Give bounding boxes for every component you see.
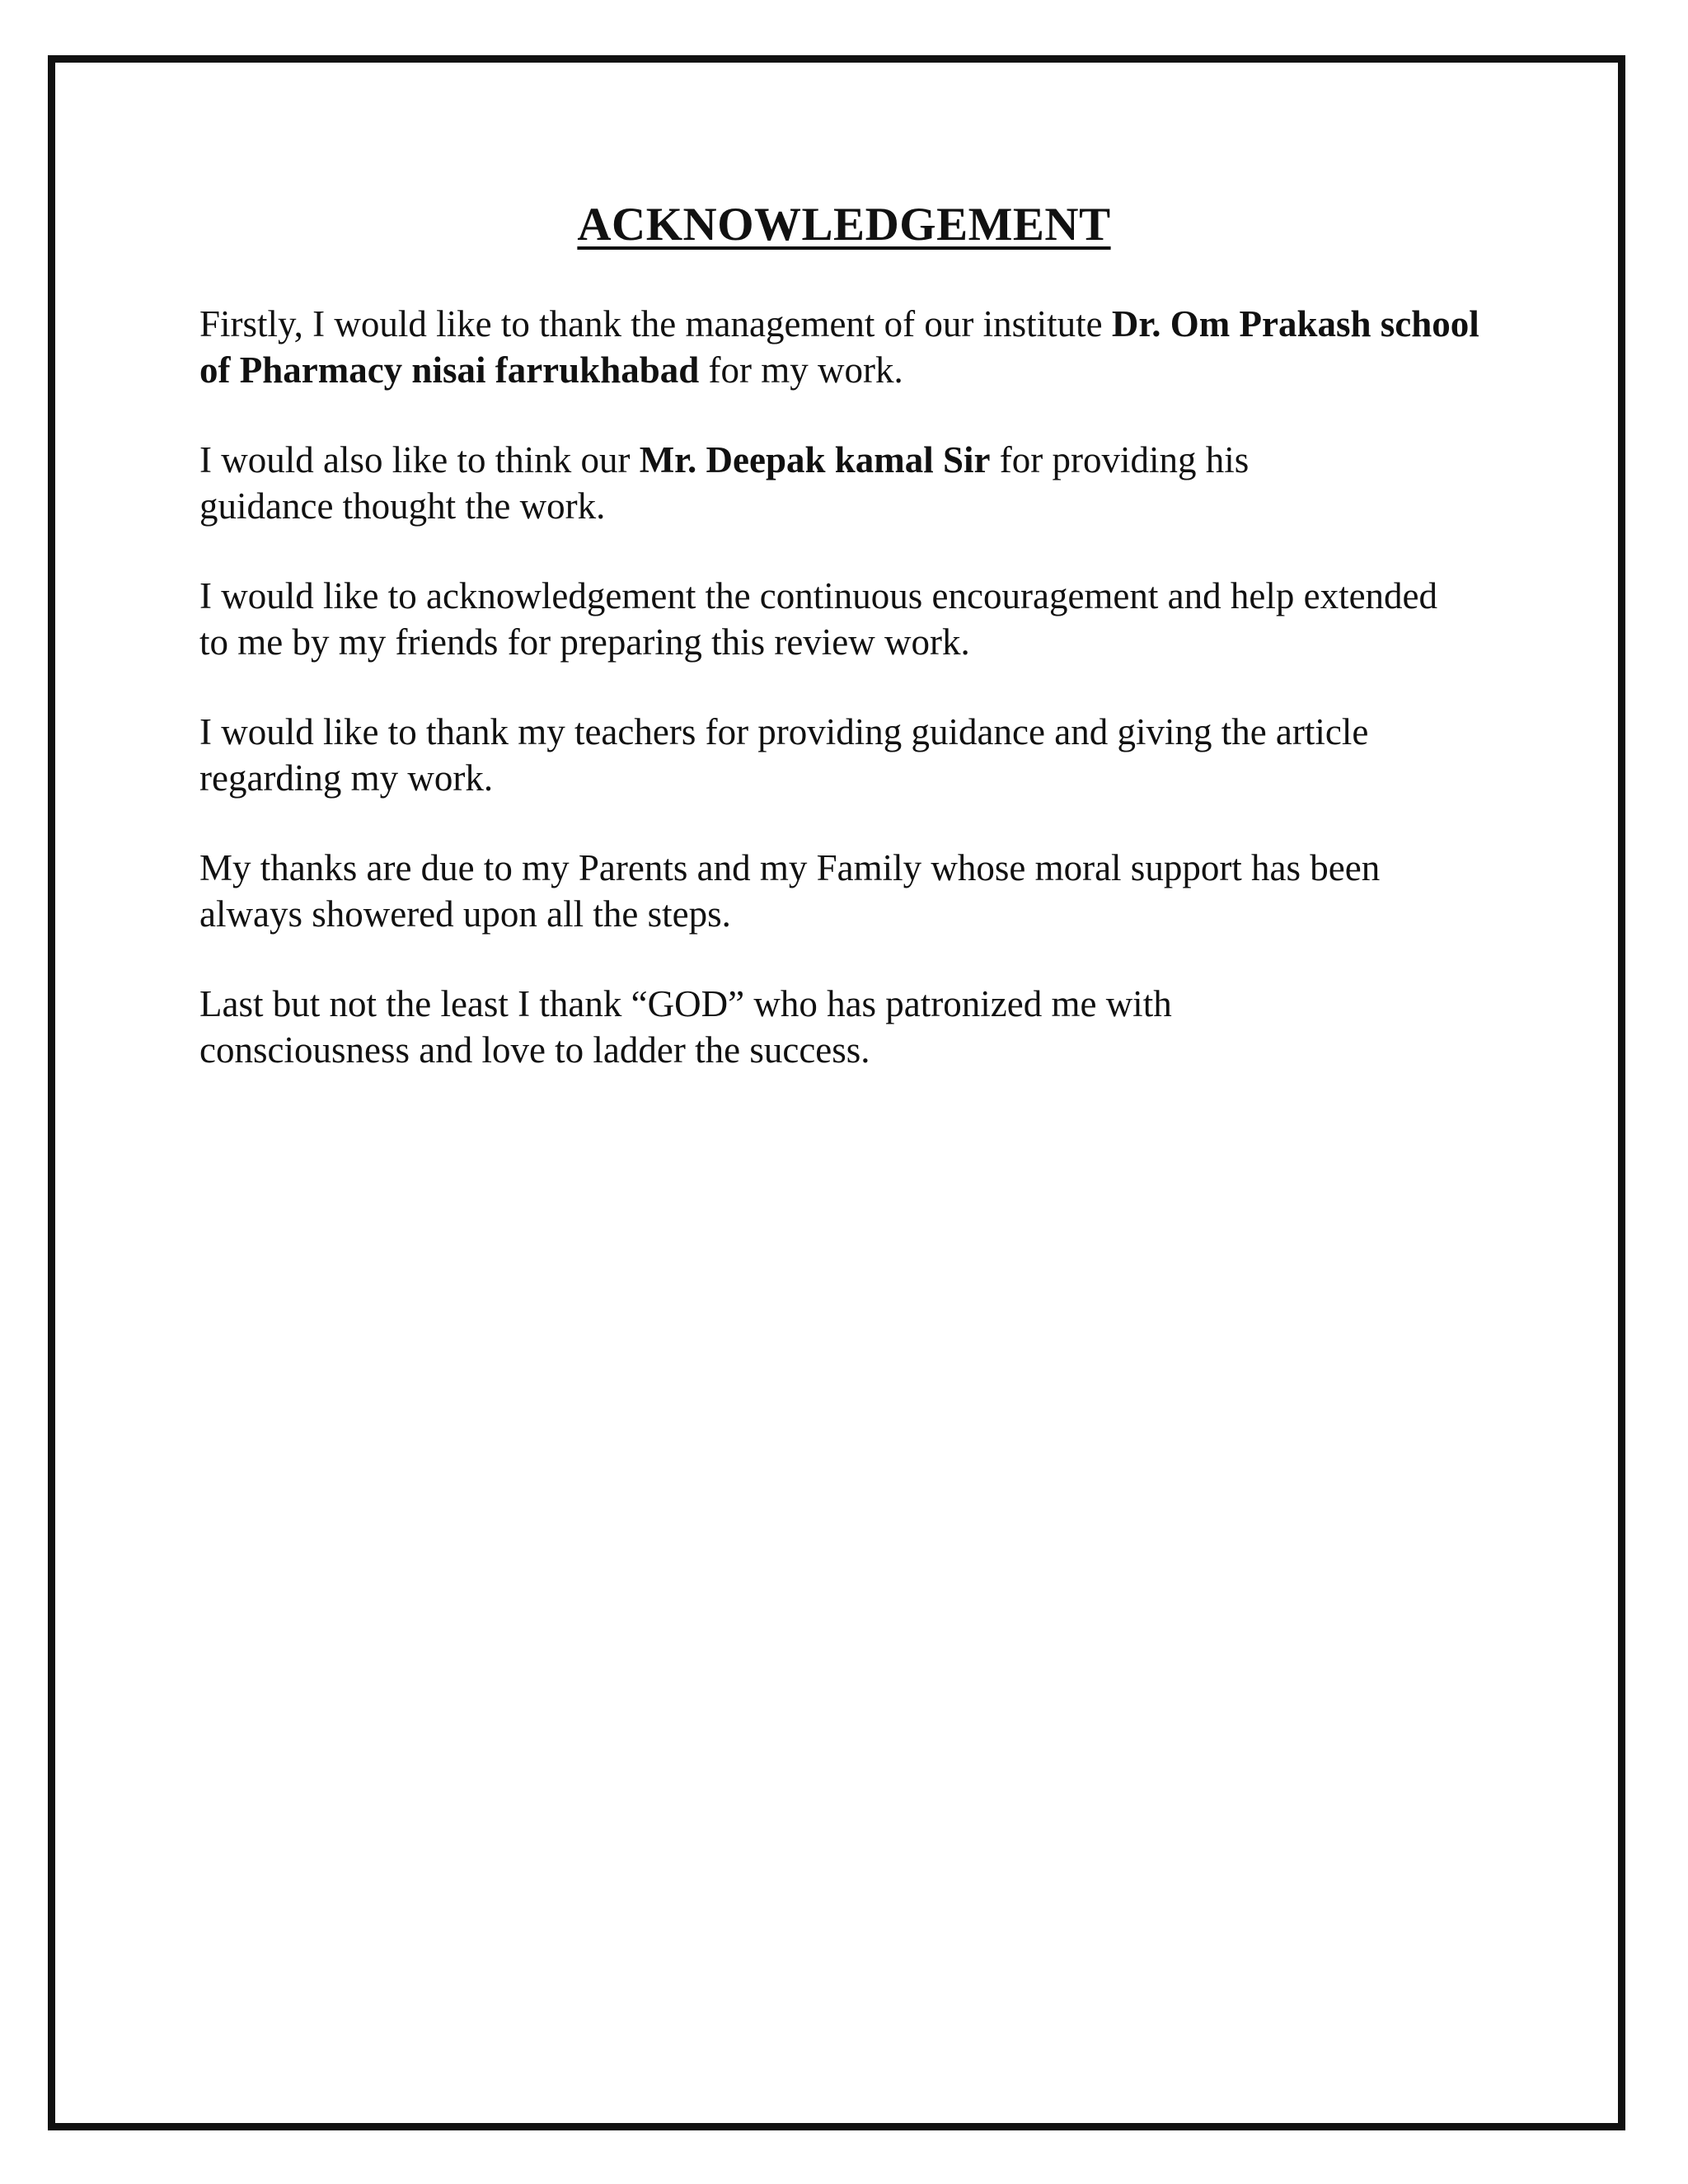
page-title: ACKNOWLEDGEMENT: [577, 199, 1111, 251]
paragraph-text: for my work.: [699, 349, 903, 391]
paragraph-text: for providing his guidance thought the work.: [199, 439, 1250, 527]
paragraph-institute: [199, 301, 1518, 393]
paragraph-friends: I would like to acknowledgement the continuous encouragement and help extended to me by my friends for preparing this review work.: [199, 575, 1438, 663]
paragraph-family: My thanks are due to my Parents and my Family whose moral support has been always showered upon all the steps.: [199, 847, 1381, 935]
paragraph-guide: [199, 437, 1370, 529]
paragraph-text: I would also like to think our: [199, 439, 640, 480]
paragraph-text: Firstly, I would like to thank the management of our institute: [199, 303, 1112, 344]
acknowledgement-body: [199, 301, 1518, 1117]
guide-name: Mr. Deepak kamal Sir: [639, 439, 991, 480]
paragraph-god: Last but not the least I thank “GOD” who has patronized me with consciousness and love to ladder the success.: [199, 983, 1172, 1071]
institute-name: Dr. Om Prakash school of Pharmacy nisai farrukhabad: [199, 303, 1479, 391]
paragraph-teachers: I would like to thank my teachers for providing guidance and giving the article regarding my work.: [199, 711, 1369, 799]
